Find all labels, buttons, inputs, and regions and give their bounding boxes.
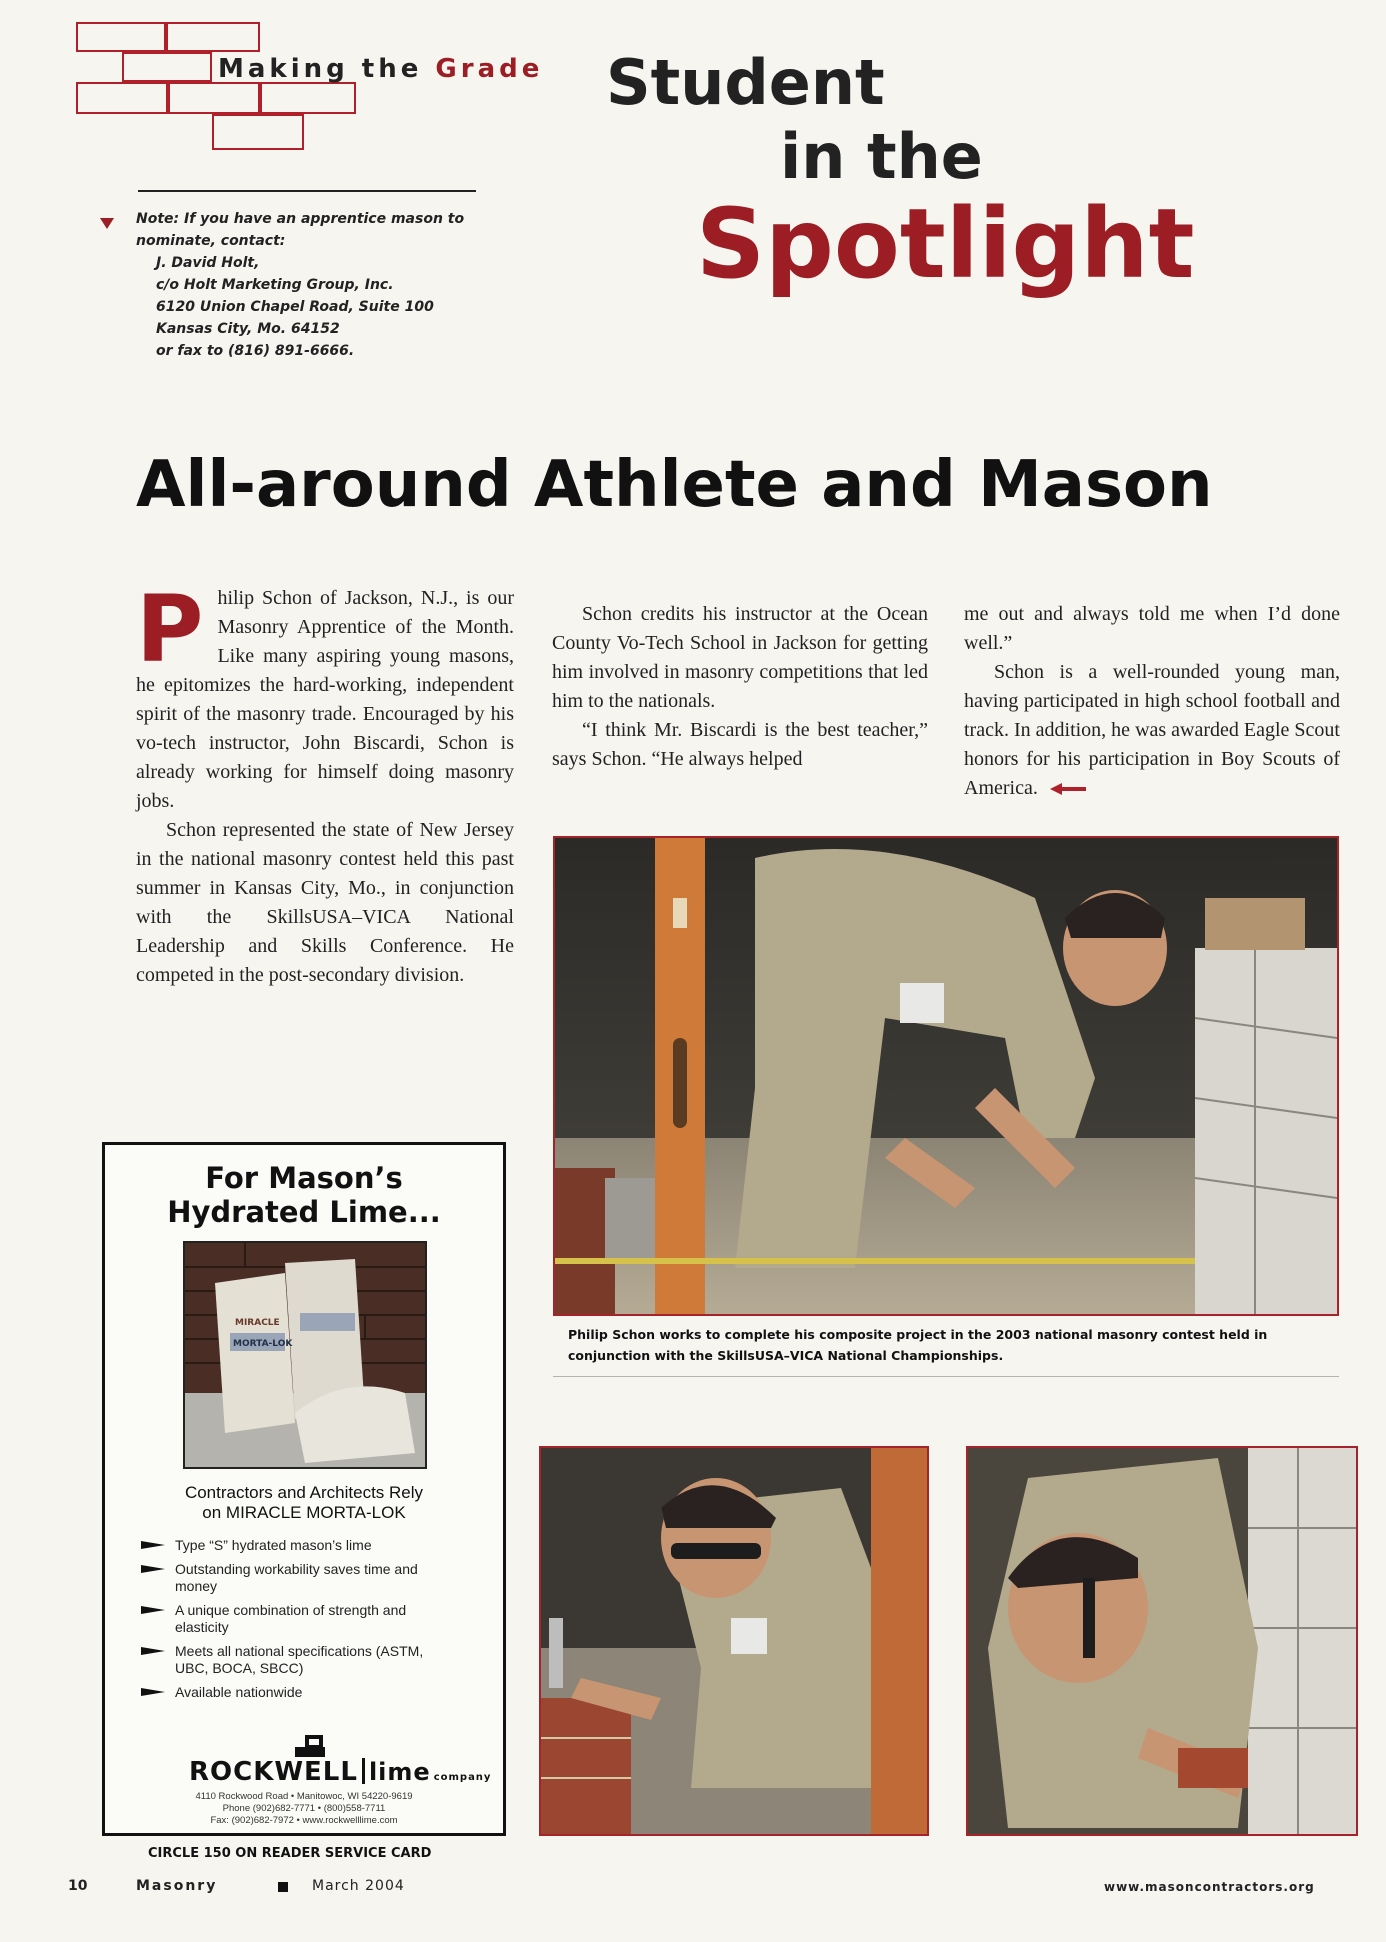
note-marker-icon: [100, 218, 114, 229]
list-item: Outstanding workability saves time and money: [141, 1561, 441, 1595]
list-item: Meets all national specifications (ASTM, UBC, BOCA, SBCC): [141, 1643, 441, 1677]
main-photo: [553, 836, 1339, 1316]
article-column-2: Schon credits his instructor at the Ocean County Vo-Tech School in Jackson for getting him involved in masonry competitions that led him to the nationals. “I think Mr. Biscardi is the best teacher,” says Schon. “He always helped: [552, 603, 928, 770]
list-item: A unique combination of strength and elasticity: [141, 1602, 441, 1636]
article-column-1: Philip Schon of Jackson, N.J., is our Masonry Apprentice of the Month. Like many aspiring young masons, he epitomizes the hard-working, independent spirit of the masonry trade. Encouraged by his vo-tech instructor, John Biscardi, Schon is already working for himself doing masonry jobs. Schon represented the state of New Jersey in the national masonry contest held this past summer in Kansas City, Mo., in conjunction with the SkillsUSA–VICA National Leadership and Skills Conference. He competed in the post-secondary division.: [136, 576, 514, 986]
issue-date: March 2004: [312, 1878, 405, 1894]
mason-at-work-image: [555, 838, 1337, 1314]
bullet-arrow-icon: [141, 1541, 165, 1549]
bag-label-miracle: MIRACLE: [235, 1318, 280, 1328]
caption-rule: [553, 1376, 1339, 1377]
bullet-arrow-icon: [141, 1647, 165, 1655]
end-mark-icon: [1048, 781, 1088, 797]
list-item: Type “S” hydrated mason’s lime: [141, 1537, 441, 1554]
ad-title: For Mason’s Hydrated Lime...: [167, 1161, 441, 1229]
ad-subtitle: Contractors and Architects Rely on MIRACLE MORTA-LOK: [184, 1483, 424, 1522]
reader-service-note: CIRCLE 150 ON READER SERVICE CARD: [148, 1846, 432, 1861]
rockwell-lime-ad: [102, 1142, 506, 1836]
brand-wordmark: ROCKWELL lime company: [189, 1757, 492, 1787]
mason-closeup-image: [968, 1448, 1356, 1834]
magazine-name: Masonry: [136, 1878, 218, 1894]
note-rule: [138, 190, 476, 192]
article-headline: All-around Athlete and Mason: [136, 448, 1213, 522]
nomination-note: Note: If you have an apprentice mason to nominate, contact: J. David Holt, c/o Holt Marketing Group, Inc. 6120 Union Chapel Road, Suite 100 Kansas City, Mo. 64152 or fax to (816) 891-6666.: [136, 211, 465, 359]
ad-contact: 4110 Rockwood Road • Manitowoc, WI 54220-9619 Phone (902)682-7771 • (800)558-7711 Fax: (902)682-7972 • www.rockwelllime.com: [195, 1791, 413, 1826]
bullet-arrow-icon: [141, 1606, 165, 1614]
list-item: Available nationwide: [141, 1684, 441, 1701]
title-spotlight: Spotlight: [696, 188, 1195, 300]
photo-caption: Philip Schon works to complete his composite project in the 2003 national masonry contest held in conjunction with the SkillsUSA–VICA National Championships.: [568, 1327, 1268, 1363]
website-url: www.masoncontractors.org: [1104, 1880, 1315, 1894]
bullet-arrow-icon: [141, 1688, 165, 1696]
photo-closeup: [966, 1446, 1358, 1836]
bullet-arrow-icon: [141, 1565, 165, 1573]
mason-kneeling-image: [541, 1448, 927, 1834]
lime-bags-image: [185, 1243, 425, 1467]
footer-separator-icon: [278, 1882, 288, 1892]
photo-kneeling: [539, 1446, 929, 1836]
section-kicker: Making the Grade: [218, 54, 544, 84]
title-line2: in the: [780, 120, 983, 193]
page-number: 10: [68, 1878, 88, 1894]
bag-label-mortalok: MORTA-LOK: [233, 1339, 293, 1349]
ad-feature-list: [141, 1537, 441, 1708]
ad-product-photo: [183, 1241, 427, 1469]
article-column-3: me out and always told me when I’d done well.” Schon is a well-rounded young man, having participated in high school football and track. In addition, he was awarded Eagle Scout honors for his participation in Boy Scouts of America.: [964, 603, 1340, 799]
title-line1: Student: [606, 46, 885, 119]
drop-cap: P: [136, 576, 204, 683]
